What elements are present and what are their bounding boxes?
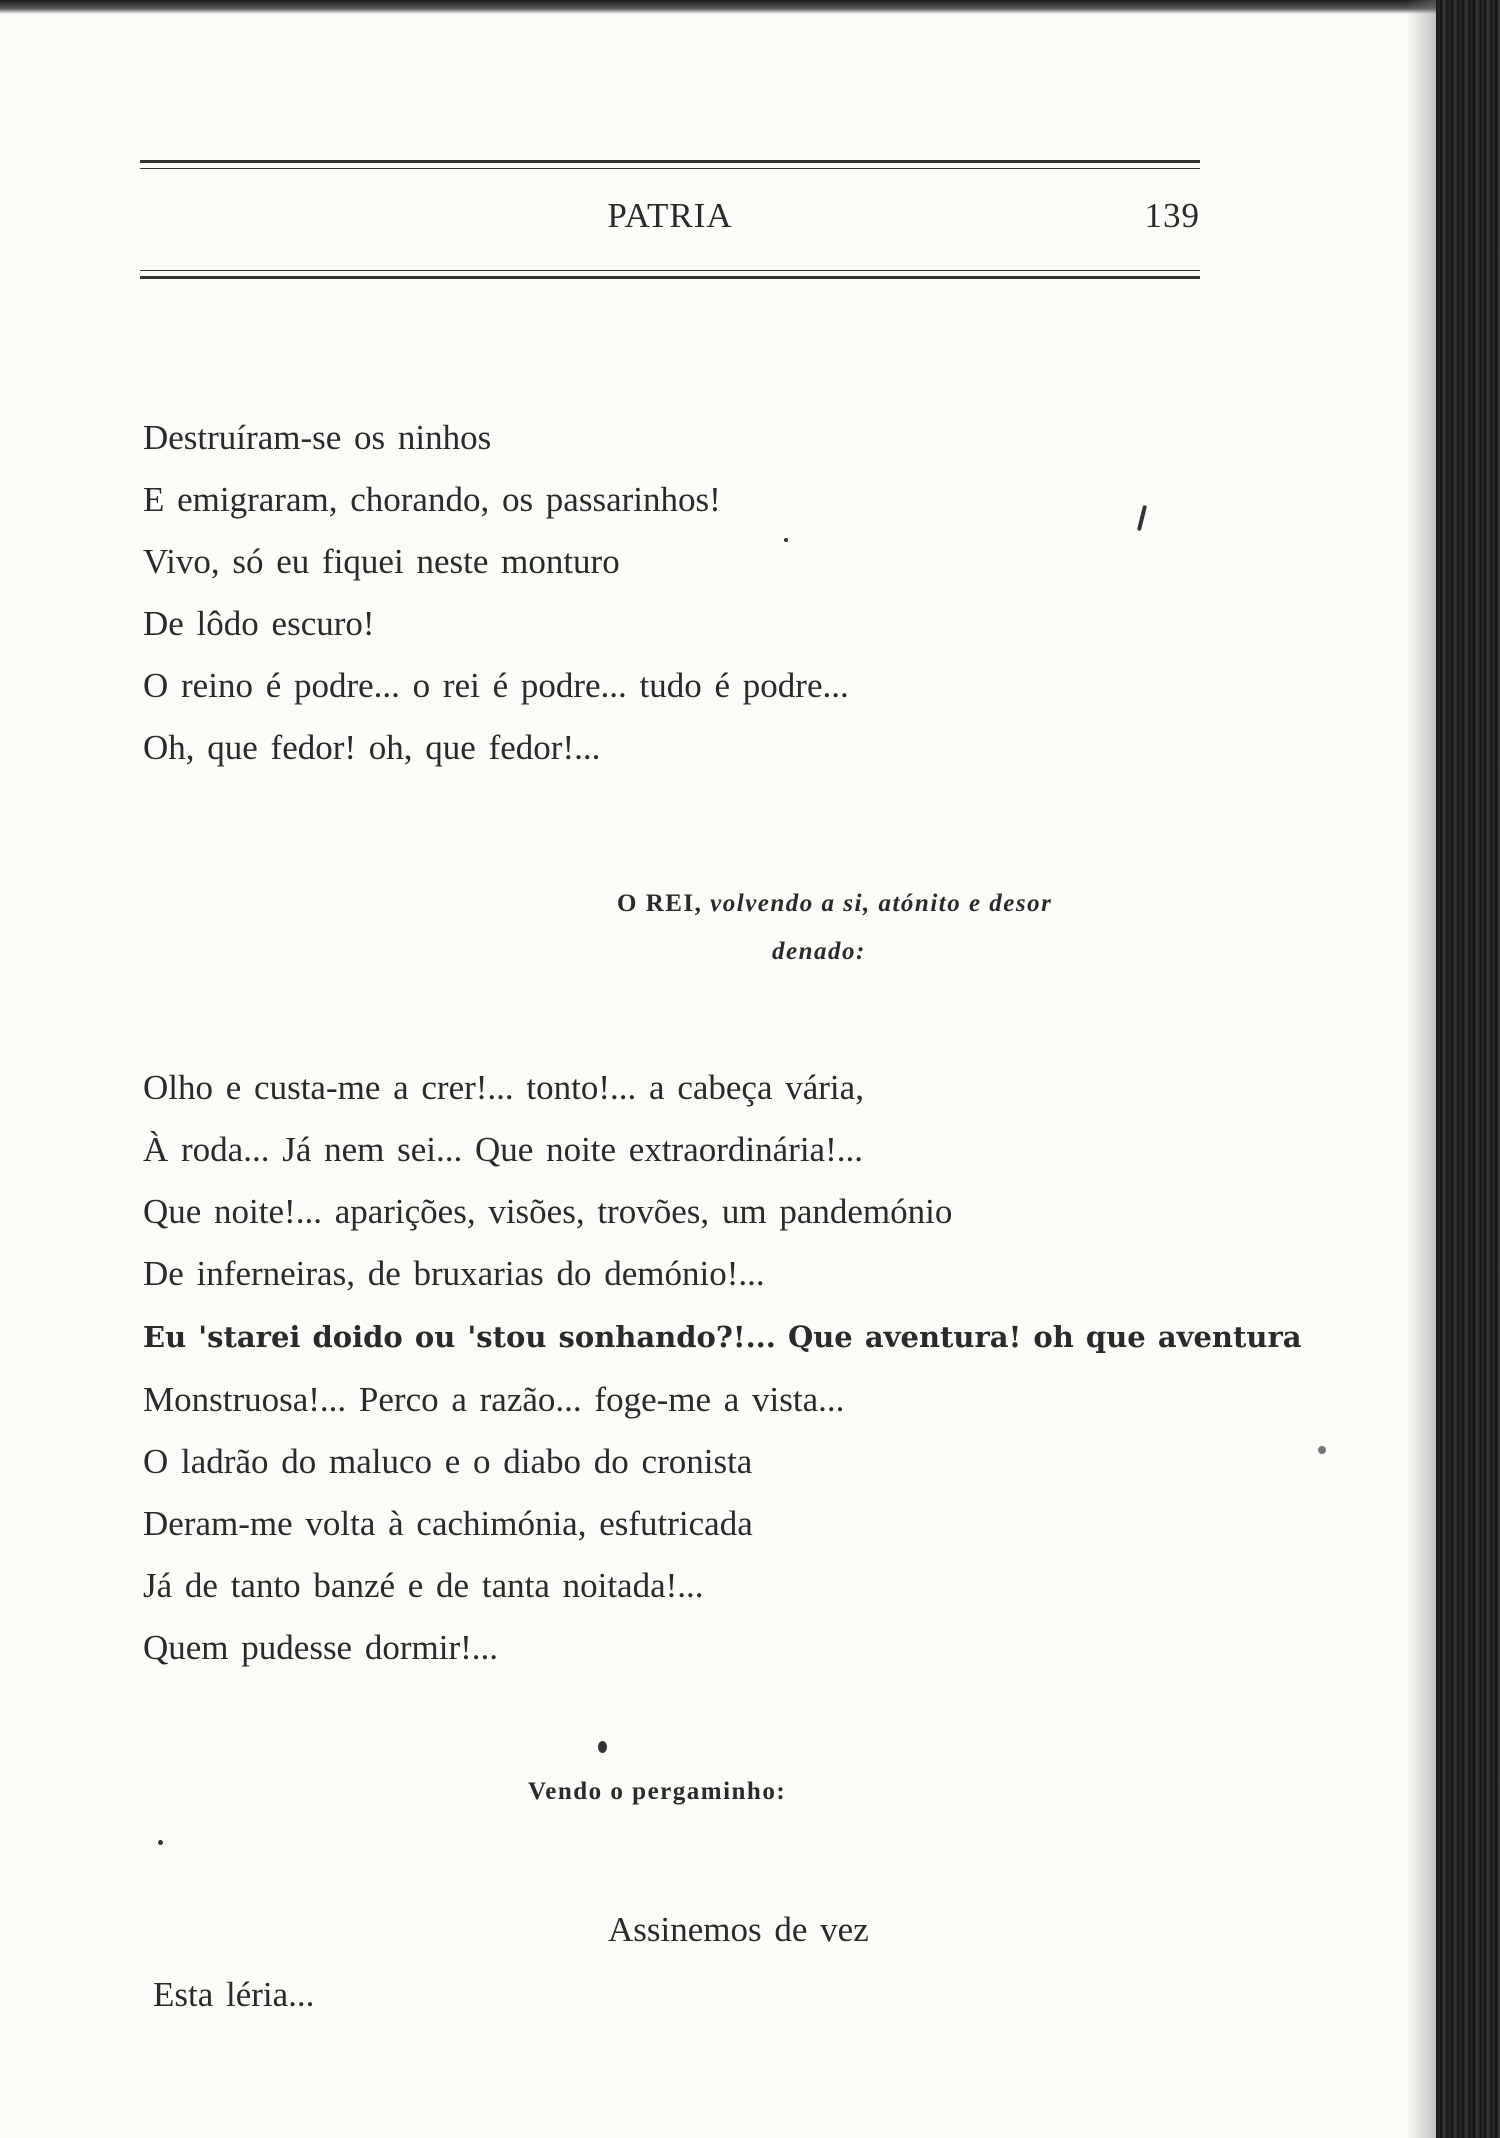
running-title: PATRIA: [607, 196, 733, 235]
ink-mark: [1137, 505, 1147, 531]
header-rule-top-thick: [140, 160, 1200, 163]
verse-line: Oh, que fedor! oh, que fedor!...: [143, 728, 601, 767]
verse-line: Deram-me volta à cachimónia, esfutricada: [143, 1504, 753, 1543]
verse-line: Eu 'starei doido ou 'stou sonhando?!... Que aventura! oh que aventura: [143, 1320, 1302, 1354]
stage-direction-king: [617, 890, 1052, 918]
speaker-name: O REI,: [617, 890, 703, 917]
verse-line: Olho e custa-me a crer!... tonto!... a cabeça vária,: [143, 1068, 864, 1107]
stage-direction-parchment: Vendo o pergaminho:: [528, 1778, 787, 1805]
verse-line: Monstruosa!... Perco a razão... foge-me a vista...: [143, 1380, 845, 1419]
verse-line: De inferneiras, de bruxarias do demónio!...: [143, 1254, 765, 1293]
verse-line: À roda... Já nem sei... Que noite extraordinária!...: [143, 1130, 863, 1169]
stage-direction-text: volvendo a si, atónito e desor: [710, 890, 1053, 917]
header-rule-bottom-thick: [140, 276, 1200, 279]
verse-line: Já de tanto banzé e de tanta noitada!...: [143, 1566, 704, 1605]
ink-speck: [598, 1741, 607, 1753]
verse-line: Esta léria...: [153, 1975, 315, 2014]
verse-line: O reino é podre... o rei é podre... tudo é podre...: [143, 666, 849, 705]
verse-line: Quem pudesse dormir!...: [143, 1628, 499, 1667]
verse-line: Que noite!... aparições, visões, trovões, um pandemónio: [143, 1192, 953, 1231]
stage-direction-continuation: [772, 938, 866, 966]
binding-edge: [1436, 0, 1500, 2138]
verse-line: Destruíram-se os ninhos: [143, 418, 492, 457]
verse-line: Vivo, só eu fiquei neste monturo: [143, 542, 620, 581]
verse-line: E emigraram, chorando, os passarinhos!: [143, 480, 721, 519]
header-rule-top-thin: [140, 168, 1200, 169]
running-head: [140, 196, 1200, 246]
stage-direction-text: denado:: [772, 938, 866, 965]
ink-speck: [784, 538, 788, 542]
verse-line: Assinemos de vez: [608, 1910, 869, 1949]
ink-speck: [158, 1840, 163, 1845]
verse-line: O ladrão do maluco e o diabo do cronista: [143, 1442, 753, 1481]
binding-shadow: [1406, 0, 1436, 2138]
scan-top-edge: [0, 0, 1500, 14]
header-rule-bottom-thin: [140, 270, 1200, 271]
verse-line: De lôdo escuro!: [143, 604, 375, 643]
ink-speck: [1318, 1446, 1326, 1454]
page-number: 139: [1144, 196, 1200, 235]
